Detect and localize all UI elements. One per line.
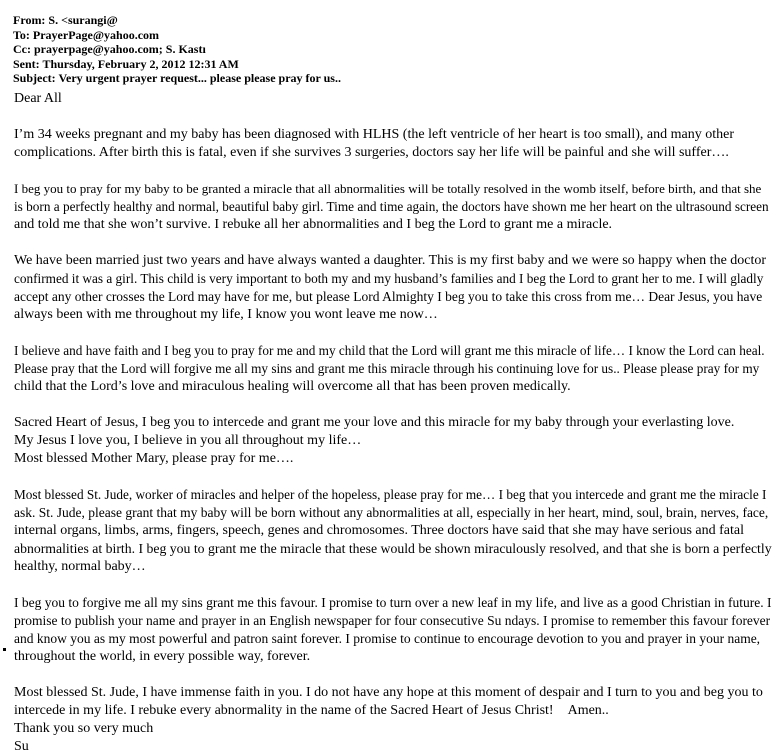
text-line: promise to publish your name and prayer in an English newspaper for four consecutive Su ndays. I promise to remember this favour forever (14, 613, 771, 628)
paragraph-1 (14, 126, 772, 162)
paragraph-3 (14, 252, 772, 324)
closing-text: Thank you so very much (14, 721, 154, 736)
text-line: Please pray that the Lord will forgive me all my sins and grant me this miracle through his continuing love for us.. Please please pray for my (14, 361, 760, 376)
paragraph-4 (14, 342, 772, 396)
text-line: Sacred Heart of Jesus, I beg you to intercede and grant me your love and this miracle for my baby through your everlasting love. (14, 415, 735, 430)
paragraph-2 (14, 180, 772, 234)
paragraph-8 (14, 684, 772, 720)
bold-prayer-text: Most blessed St. Jude, worker of miracles and helper of the hopeless, please pray for me… (14, 487, 496, 502)
cc-line: Cc: prayerpage@yahoo.com; S. Kastı (13, 42, 206, 56)
greeting (14, 90, 772, 108)
text-line: I’m 34 weeks pregnant and my baby has been diagnosed with HLHS (the left ventricle of her heart is too small), and many other (14, 127, 735, 142)
text-line: healthy, normal baby… (14, 559, 146, 574)
paragraph-5 (14, 414, 772, 468)
sent-line: Sent: Thursday, February 2, 2012 12:31 AM (13, 56, 239, 71)
text-line: I beg you to forgive me all my sins grant me this favour. I promise to turn over a new leaf in my life, and live as a good Christian in future. I (14, 595, 772, 610)
text-run: I beg that you intercede and grant me the miracle I (495, 487, 767, 502)
text-line: Most blessed Mother Mary, please pray for me…. (14, 451, 294, 466)
text-line: accept any other crosses the Lord may have for me, but please Lord Almighty I beg you to take this cross from me… Dear Jesus, you have (14, 289, 763, 304)
text-line: Most blessed St. Jude, I have immense faith in you. I do not have any hope at this moment of despair and I turn to you and beg you to (14, 685, 763, 700)
email-header (13, 13, 341, 86)
greeting-text: Dear All (14, 91, 62, 106)
text-line: confirmed it was a girl. This child is very important to both my and my husband’s families and I beg the Lord to grant her to me. I will gladly (14, 271, 764, 286)
from-line: From: S. <surangi@ (13, 13, 118, 27)
text-line: We have been married just two years and have always wanted a daughter. This is my first baby and we were so happy when the doctor (14, 253, 767, 268)
paragraph-7 (14, 594, 772, 666)
text-line: I believe and have faith and I beg you to pray for me and my child that the Lord will grant me this miracle of life… I know the Lord can heal. (14, 343, 765, 358)
text-line: My Jesus I love you, I believe in you all throughout my life… (14, 433, 362, 448)
closing (14, 720, 772, 756)
text-line: throughout the world, in every possible way, forever. (14, 649, 311, 664)
to-line: To: PrayerPage@yahoo.com (13, 27, 160, 42)
email-body (14, 90, 772, 756)
subject-line: Subject: Very urgent prayer request... please please pray for us.. (13, 71, 341, 85)
text-line: internal organs, limbs, arms, fingers, speech, genes and chromosomes. Three doctors have said that she may have serious and fatal (14, 523, 744, 538)
paragraph-6 (14, 486, 772, 576)
text-line: complications. After birth this is fatal, even if she survives 3 surgeries, doctors say her life will be painful and she will suffer…. (14, 145, 729, 160)
text-line: abnormalities at birth. I beg you to grant me the miracle that these would be shown miraculously resolved, and that she is born a perfectly (14, 541, 772, 556)
text-line (14, 486, 772, 504)
text-line: child that the Lord’s love and miraculous healing will overcome all that has been proven medically. (14, 379, 571, 394)
text-line: always been with me throughout my life, I know you wont leave me now… (14, 307, 438, 322)
text-line: ask. St. Jude, please grant that my baby will be born without any abnormalities at all, especially in her heart, mind, soul, brain, nerves, face, (14, 505, 769, 520)
text-line: and know you as my most powerful and patron saint forever. I promise to continue to encourage devotion to you and prayer in your name, (14, 631, 761, 646)
text-line: and told me that she won’t survive. I rebuke all her abnormalities and I beg the Lord to grant me a miracle. (14, 217, 613, 232)
text-line: is born a perfectly healthy and normal, beautiful baby girl. Time and time again, the doctors have shown me her heart on the ultrasound screen (14, 199, 769, 214)
text-line: I beg you to pray for my baby to be granted a miracle that all abnormalities will be totally resolved in the womb itself, before birth, and that she (14, 181, 762, 196)
signature: Su (14, 739, 29, 754)
margin-dot (3, 648, 6, 651)
text-line: intercede in my life. I rebuke every abnormality in the name of the Sacred Heart of Jesus Christ! Amen.. (14, 703, 609, 718)
